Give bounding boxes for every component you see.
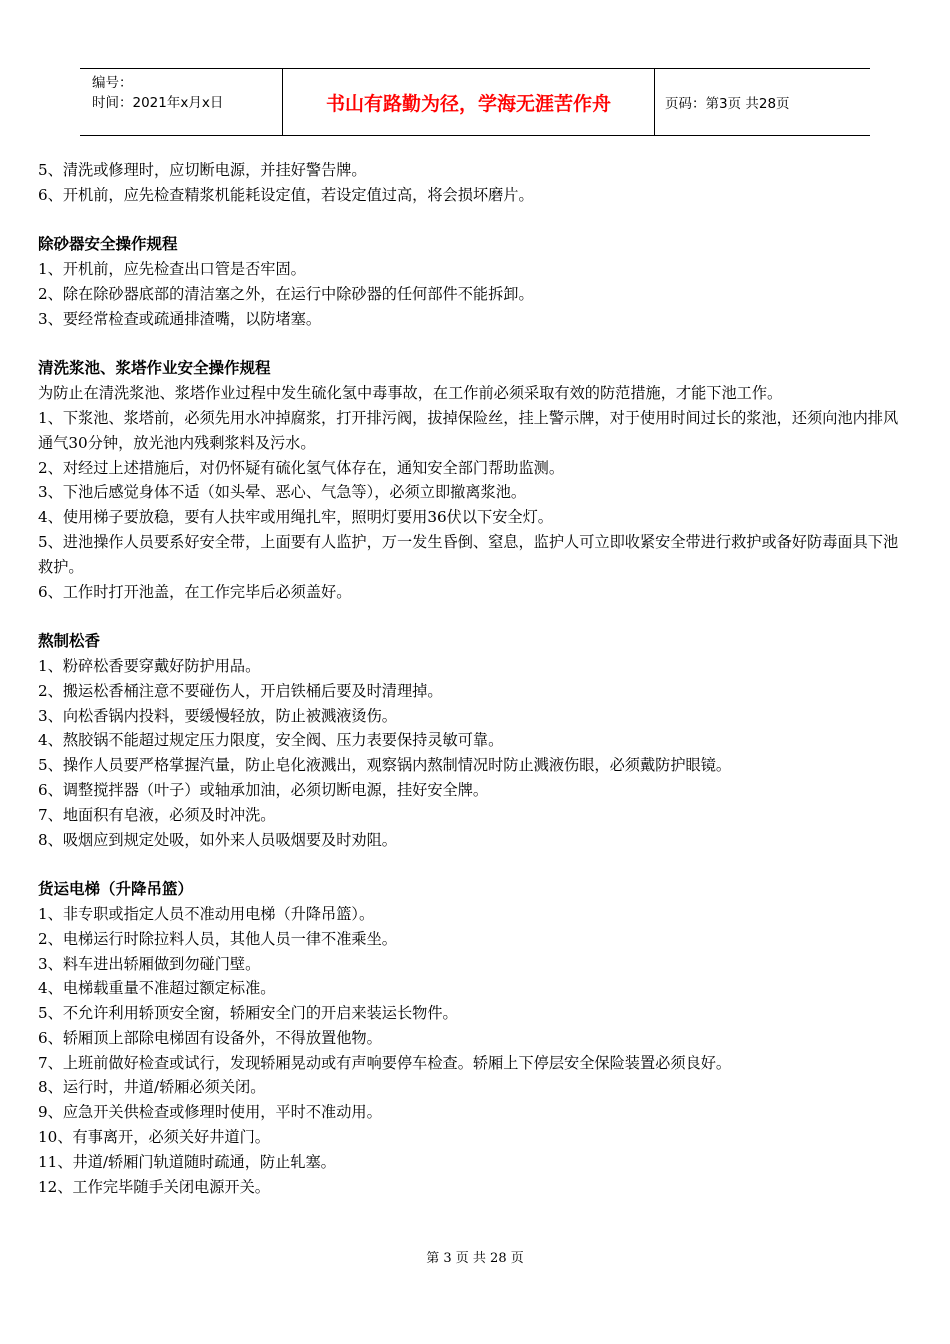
list-item: 4、熬胶锅不能超过规定压力限度，安全阀、压力表要保持灵敏可靠。 (38, 731, 504, 750)
list-item: 4、电梯载重量不准超过额定标准。 (38, 979, 276, 998)
list-item: 1、开机前，应先检查出口管是否牢固。 (38, 260, 306, 279)
list-item: 2、电梯运行时除拉料人员，其他人员一律不准乘坐。 (38, 929, 397, 948)
list-item: 8、运行时，井道/轿厢必须关闭。 (38, 1078, 266, 1097)
page-header (80, 68, 870, 136)
time-label: 时间：2021年x月x日 (92, 95, 224, 111)
list-item: 2、除在除砂器底部的清洁塞之外，在运行中除砂器的任何部件不能拆卸。 (38, 284, 534, 303)
intro-line: 6、开机前，应先检查精浆机能耗设定值，若设定值过高，将会损坏磨片。 (38, 185, 534, 204)
list-item: 10、有事离开，必须关好井道门。 (38, 1128, 270, 1147)
footer-page-number: 第 3 页 共 28 页 (426, 1251, 524, 1266)
list-item: 3、料车进出轿厢做到勿碰门壁。 (38, 954, 261, 973)
spacer (38, 604, 913, 629)
header-left-cell (80, 69, 282, 135)
page-info-text: 页码：第3页 共28页 (665, 96, 790, 112)
page-info-cell (655, 69, 870, 135)
motto-cell (282, 69, 655, 135)
list-item: 6、调整搅拌器（叶子）或轴承加油，必须切断电源，挂好安全牌。 (38, 780, 489, 799)
list-item: 6、轿厢顶上部除电梯固有设备外，不得放置他物。 (38, 1028, 382, 1047)
list-item: 1、非专职或指定人员不准动用电梯（升降吊篮）。 (38, 904, 375, 923)
section-intro: 为防止在清洗浆池、浆塔作业过程中发生硫化氢中毒事故，在工作前必须采取有效的防范措施，才能下池工作。 (38, 384, 783, 403)
list-item: 7、地面积有皂液，必须及时冲洗。 (38, 805, 276, 824)
list-item: 2、对经过上述措施后，对仍怀疑有硫化氢气体存在，通知安全部门帮助监测。 (38, 458, 565, 477)
list-item: 11、井道/轿厢门轨道随时疏通，防止轧塞。 (38, 1152, 336, 1171)
list-item: 3、下池后感觉身体不适（如头晕、恶心、气急等），必须立即撤离浆池。 (38, 483, 527, 502)
list-item: 6、工作时打开池盖，在工作完毕后必须盖好。 (38, 582, 352, 601)
list-item: 5、不允许利用轿顶安全窗，轿厢安全门的开启来装运长物件。 (38, 1004, 458, 1023)
spacer (38, 852, 913, 877)
list-item: 3、要经常检查或疏通排渣嘴，以防堵塞。 (38, 309, 322, 328)
spacer (38, 332, 913, 357)
list-item: 5、进池操作人员要系好安全带，上面要有人监护，万一发生昏倒、窒息，监护人可立即收紧安全带进行救护或备好防毒面具下池救护。 (38, 532, 899, 576)
list-item: 9、应急开关供检查或修理时使用，平时不准动用。 (38, 1103, 382, 1122)
list-item: 1、下浆池、浆塔前，必须先用水冲掉腐浆，打开排污阀，拔掉保险丝，挂上警示牌，对于使用时间过长的浆池，还须向池内排风通气30分钟，放光池内残剩浆料及污水。 (38, 408, 899, 452)
page-footer (0, 1247, 950, 1266)
section-title-elevator: 货运电梯（升降吊篮） (38, 880, 194, 899)
list-item: 5、操作人员要严格掌握汽量，防止皂化液溅出，观察锅内熬制情况时防止溅液伤眼，必须戴防护眼镜。 (38, 756, 732, 775)
section-title-pool: 清洗浆池、浆塔作业安全操作规程 (38, 359, 271, 378)
list-item: 3、向松香锅内投料，要缓慢轻放，防止被溅液烫伤。 (38, 706, 397, 725)
number-label: 编号： (92, 75, 133, 91)
spacer (38, 208, 913, 233)
intro-line: 5、清洗或修理时，应切断电源，并挂好警告牌。 (38, 161, 367, 179)
list-item: 8、吸烟应到规定处吸，如外来人员吸烟要及时劝阻。 (38, 830, 397, 849)
document-body (38, 158, 913, 1199)
section-title-rosin: 熬制松香 (38, 632, 101, 651)
motto-text: 书山有路勤为径，学海无涯苦作舟 (325, 92, 611, 115)
list-item: 7、上班前做好检查或试行，发现轿厢晃动或有声响要停车检查。轿厢上下停层安全保险装置必须良好。 (38, 1053, 732, 1072)
section-title-desander: 除砂器安全操作规程 (38, 235, 178, 254)
list-item: 2、搬运松香桶注意不要碰伤人，开启铁桶后要及时清理掉。 (38, 681, 443, 700)
list-item: 1、粉碎松香要穿戴好防护用品。 (38, 656, 261, 675)
list-item: 4、使用梯子要放稳，要有人扶牢或用绳扎牢，照明灯要用36伏以下安全灯。 (38, 508, 553, 527)
list-item: 12、工作完毕随手关闭电源开关。 (38, 1177, 270, 1196)
